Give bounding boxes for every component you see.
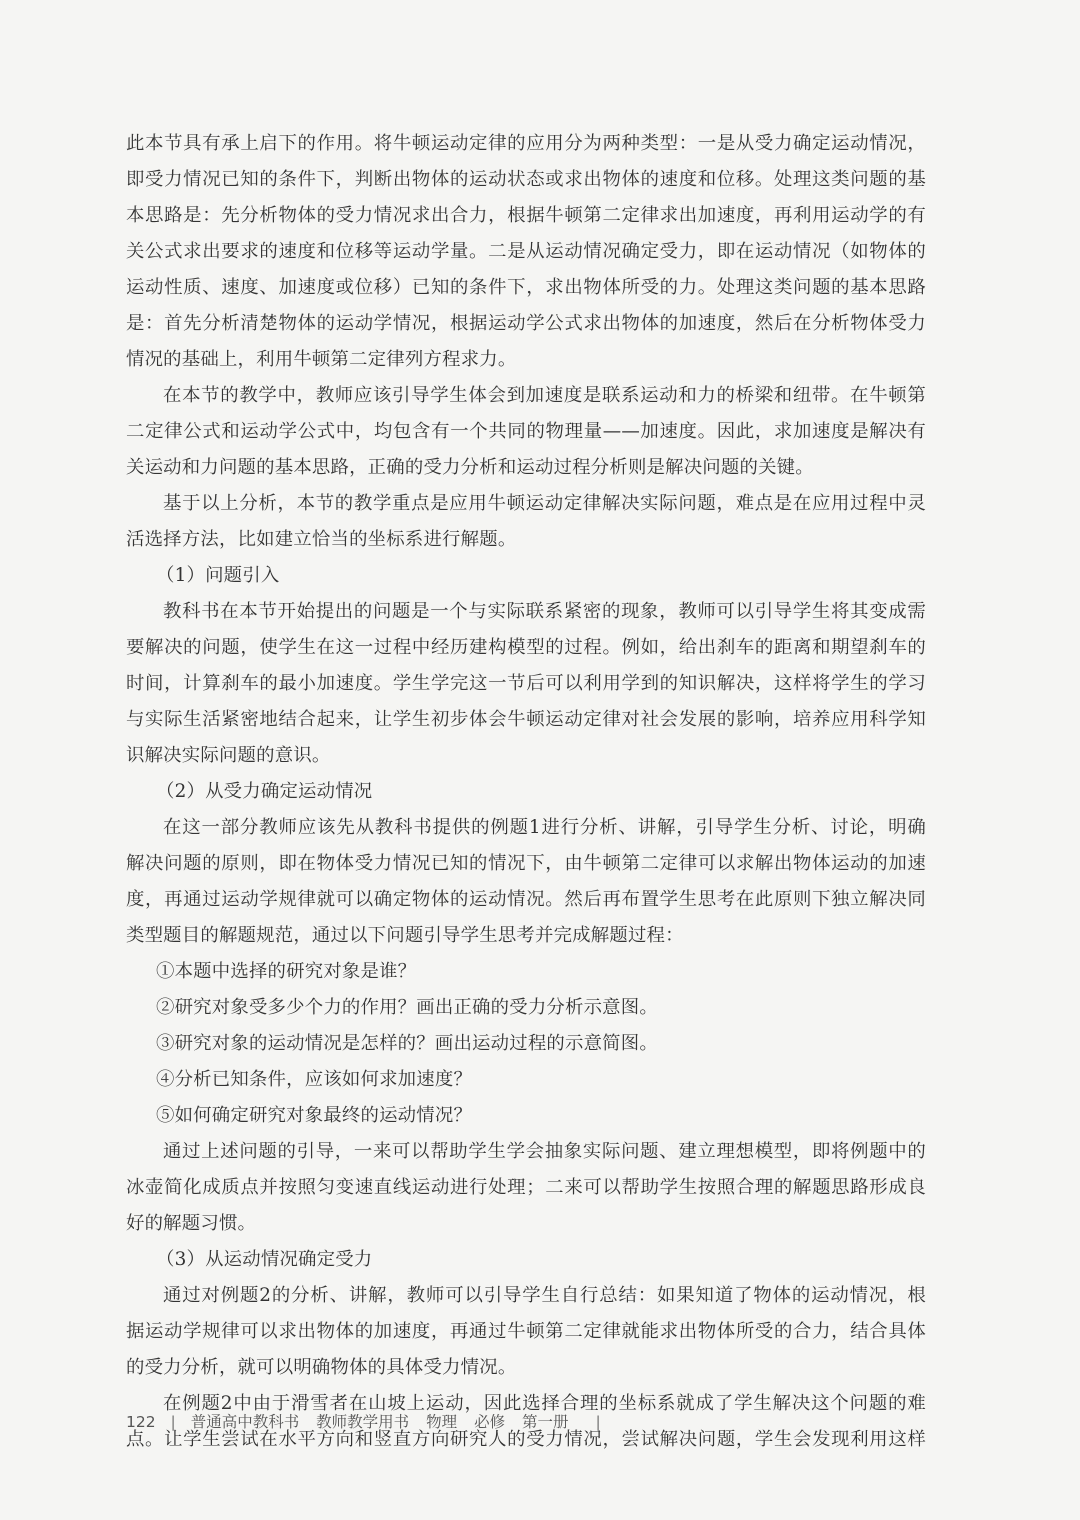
text-line: 点。让学生尝试在水平方向和竖直方向研究人的受力情况，尝试解决问题，学生会发现利用这样	[126, 1429, 926, 1450]
question-item: ④分析已知条件，应该如何求加速度？	[156, 1069, 473, 1090]
page-number: 122	[126, 1413, 156, 1431]
text-line: 解决问题的原则，即在物体受力情况已知的情况下，由牛顿第二定律可以求解出物体运动的加速	[126, 853, 926, 874]
text-line: 与实际生活紧密地结合起来，让学生初步体会牛顿运动定律对社会发展的影响，培养应用科学知	[126, 709, 926, 730]
question-item: ②研究对象受多少个力的作用？画出正确的受力分析示意图。	[156, 997, 658, 1018]
footer-separator: |	[170, 1413, 176, 1431]
text-line: 在这一部分教师应该先从教科书提供的例题1进行分析、讲解，引导学生分析、讨论，明确	[163, 817, 926, 838]
text-line: 据运动学规律可以求出物体的加速度，再通过牛顿第二定律就能求出物体所受的合力，结合具体	[126, 1321, 926, 1342]
question-item: ③研究对象的运动情况是怎样的？画出运动过程的示意简图。	[156, 1033, 658, 1054]
question-item: ①本题中选择的研究对象是谁？	[156, 961, 417, 982]
text-line: 关运动和力问题的基本思路，正确的受力分析和运动过程分析则是解决问题的关键。	[126, 457, 814, 478]
text-line: 的受力分析，就可以明确物体的具体受力情况。	[126, 1357, 517, 1378]
book-series: 普通高中教科书	[190, 1413, 300, 1431]
text-line: 识解决实际问题的意识。	[126, 745, 331, 766]
text-line: 类型题目的解题规范，通过以下问题引导学生思考并完成解题过程：	[126, 925, 684, 946]
body-text	[126, 126, 926, 1458]
text-line: 情况的基础上，利用牛顿第二定律列方程求力。	[126, 349, 517, 370]
text-line: 即受力情况已知的条件下，判断出物体的运动状态或求出物体的速度和位移。处理这类问题的基	[126, 169, 926, 190]
text-line: 二定律公式和运动学公式中，均包含有一个共同的物理量——加速度。因此，求加速度是解决有	[126, 421, 926, 442]
text-line: 教科书在本节开始提出的问题是一个与实际联系紧密的现象，教师可以引导学生将其变成需	[163, 601, 926, 622]
text-line: 好的解题习惯。	[126, 1213, 257, 1234]
text-line: 冰壶简化成质点并按照匀变速直线运动进行处理；二来可以帮助学生按照合理的解题思路形成良	[126, 1177, 926, 1198]
subject: 物理	[426, 1413, 458, 1431]
text-line: 通过上述问题的引导，一来可以帮助学生学会抽象实际问题、建立理想模型，即将例题中的	[163, 1141, 926, 1162]
question-item: ⑤如何确定研究对象最终的运动情况？	[156, 1105, 473, 1126]
section-heading: （1）问题引入	[156, 565, 280, 586]
text-line: 是：首先分析清楚物体的运动学情况，根据运动学公式求出物体的加速度，然后在分析物体受力	[126, 313, 926, 334]
text-line: 度，再通过运动学规律就可以确定物体的运动情况。然后再布置学生思考在此原则下独立解决同	[126, 889, 926, 910]
text-line: 关公式求出要求的速度和位移等运动学量。二是从运动情况确定受力，即在运动情况（如物体的	[126, 241, 926, 262]
text-line: 本思路是：先分析物体的受力情况求出合力，根据牛顿第二定律求出加速度，再利用运动学的有	[126, 205, 926, 226]
volume: 第一册	[522, 1413, 569, 1431]
text-line: 运动性质、速度、加速度或位移）已知的条件下，求出物体所受的力。处理这类问题的基本思路	[126, 277, 926, 298]
section-heading: （3）从运动情况确定受力	[156, 1249, 373, 1270]
text-line: 活选择方法，比如建立恰当的坐标系进行解题。	[126, 529, 517, 550]
text-line: 时间，计算刹车的最小加速度。学生学完这一节后可以利用学到的知识解决，这样将学生的学习	[126, 673, 926, 694]
text-line: 在例题2中由于滑雪者在山坡上运动，因此选择合理的坐标系就成了学生解决这个问题的难	[163, 1393, 926, 1414]
text-line: 此本节具有承上启下的作用。将牛顿运动定律的应用分为两种类型：一是从受力确定运动情况，	[126, 133, 926, 154]
footer-separator: |	[595, 1413, 601, 1431]
text-line: 在本节的教学中，教师应该引导学生体会到加速度是联系运动和力的桥梁和纽带。在牛顿第	[163, 385, 926, 406]
text-line: 要解决的问题，使学生在这一过程中经历建构模型的过程。例如，给出刹车的距离和期望刹车的	[126, 637, 926, 658]
text-line: 通过对例题2的分析、讲解，教师可以引导学生自行总结：如果知道了物体的运动情况，根	[163, 1285, 926, 1306]
level: 必修	[474, 1413, 506, 1431]
section-heading: （2）从受力确定运动情况	[156, 781, 373, 802]
text-line: 基于以上分析，本节的教学重点是应用牛顿运动定律解决实际问题，难点是在应用过程中灵	[163, 493, 926, 514]
book-type: 教师教学用书	[316, 1413, 410, 1431]
page-footer	[126, 1410, 611, 1434]
